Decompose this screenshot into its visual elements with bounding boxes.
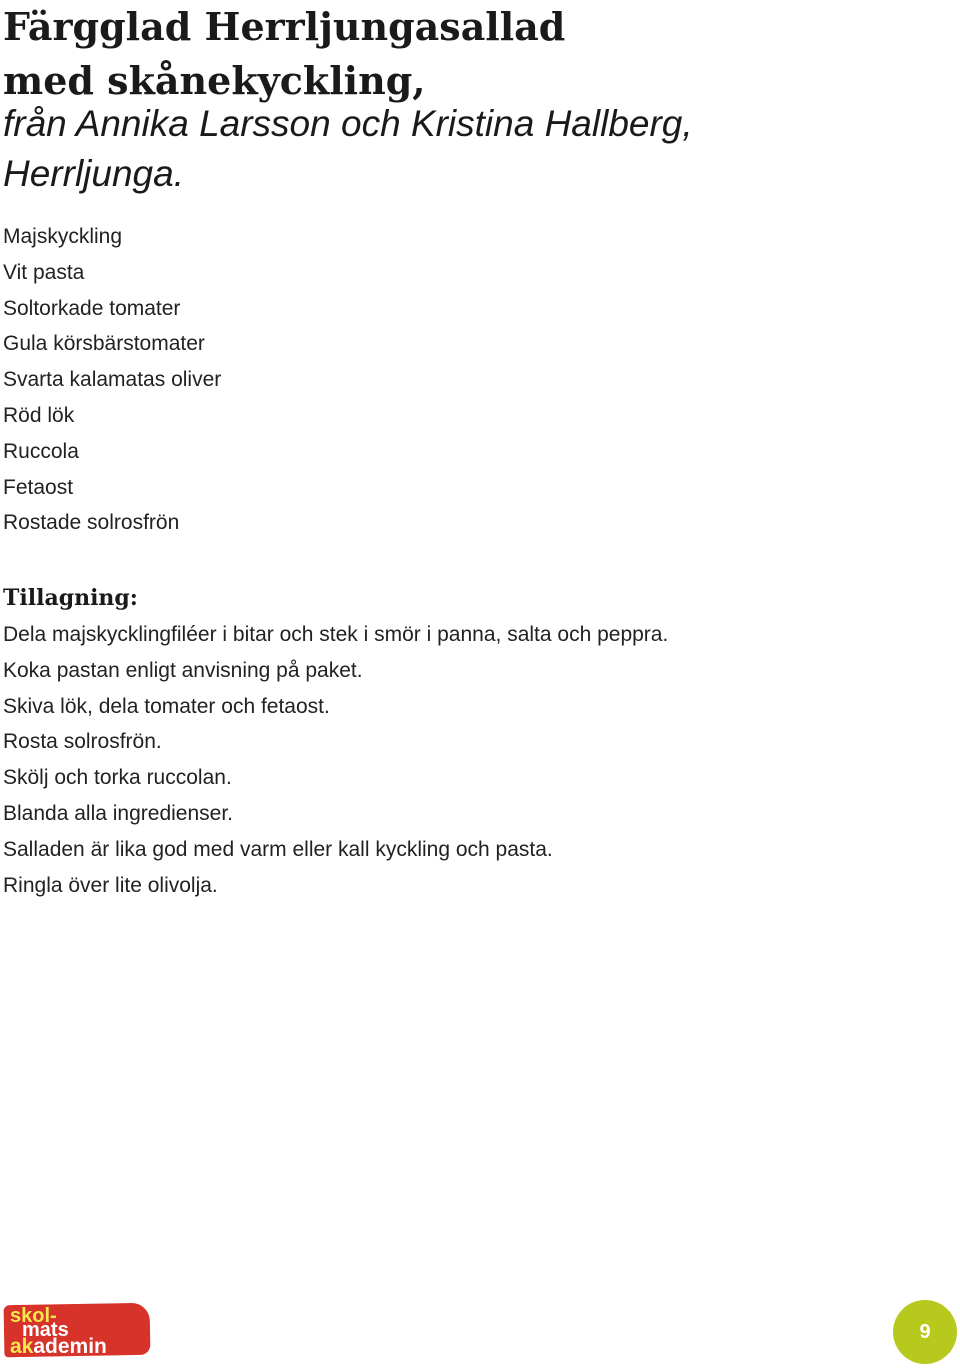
ingredient-item: Fetaost [3, 475, 74, 499]
method-step: Dela majskycklingfiléer i bitar och stek i smör i panna, salta och peppra. [3, 623, 669, 646]
logo-text-accent: ak [10, 1335, 34, 1358]
ingredient-item: Ruccola [3, 439, 79, 463]
ingredient-item: Majskyckling [3, 225, 123, 248]
method-step: Ringla över lite olivolja. [3, 873, 218, 897]
method-heading: Tillagning: [3, 585, 138, 611]
ingredient-item: Röd lök [3, 403, 75, 427]
ingredient-item: Vit pasta [3, 260, 85, 284]
recipe-author-line-2: Herrljunga. [3, 153, 184, 194]
logo-text-line-2: mats [22, 1319, 69, 1341]
logo-text-rest: ademin [33, 1335, 107, 1358]
page-number: 9 [919, 1320, 931, 1343]
method-step: Skiva lök, dela tomater och fetaost. [3, 694, 330, 718]
ingredient-list [3, 219, 221, 541]
ingredient-item: Svarta kalamatas oliver [3, 368, 222, 392]
ingredient-item: Rostade solrosfrön [3, 511, 180, 535]
recipe-author-line-1: från Annika Larsson och Kristina Hallberg, [3, 103, 693, 144]
method-steps [3, 617, 668, 903]
ingredient-item: Soltorkade tomater [3, 296, 181, 320]
recipe-title-line-2: med skånekyckling, [3, 58, 426, 103]
recipe-title [3, 0, 565, 108]
logo-text-line-1: skol- [10, 1305, 57, 1327]
method-step: Blanda alla ingredienser. [3, 801, 233, 825]
skolmatsakademin-logo [4, 1304, 150, 1360]
recipe-title-line-1: Färgglad Herrljungasallad [3, 4, 566, 49]
method-step: Rosta solrosfrön. [3, 730, 162, 754]
page-number-badge [893, 1300, 957, 1364]
method-step: Koka pastan enligt anvisning på paket. [3, 658, 363, 682]
logo-text-line-3 [10, 1336, 107, 1357]
method-step: Salladen är lika god med varm eller kall kyckling och pasta. [3, 837, 553, 861]
recipe-author [3, 99, 693, 199]
method-step: Skölj och torka ruccolan. [3, 766, 232, 790]
ingredient-item: Gula körsbärstomater [3, 332, 205, 356]
